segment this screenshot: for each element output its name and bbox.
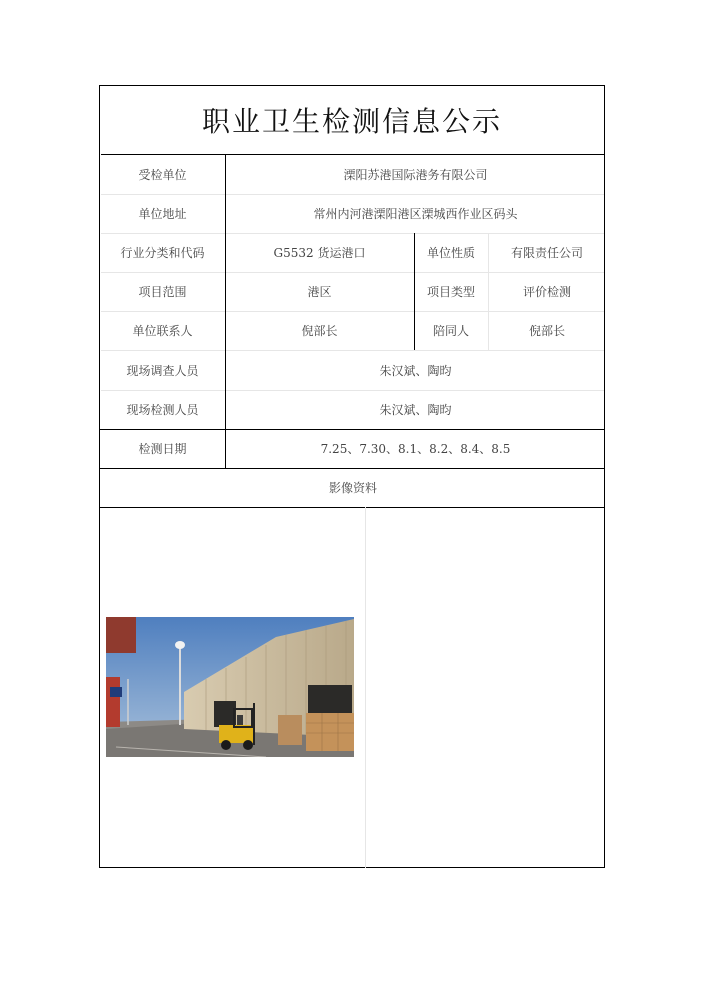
value-unit-nature: 有限责任公司	[510, 246, 583, 260]
site-photo	[106, 617, 354, 757]
value-test-dates: 7.25、7.30、8.1、8.2、8.4、8.5	[320, 442, 511, 456]
label-testing-staff: 现场检测人员	[126, 403, 199, 417]
label-project-scope: 项目范围	[138, 285, 187, 299]
value-survey-staff: 朱汉斌、陶昀	[379, 363, 452, 378]
value-industry-code: G5532 货运港口	[273, 246, 366, 260]
value-inspected-unit: 溧阳苏港国际港务有限公司	[343, 167, 488, 182]
label-unit-nature: 单位性质	[426, 246, 475, 260]
warehouse-forklift-image	[106, 617, 354, 757]
label-inspected-unit: 受检单位	[138, 167, 187, 182]
value-unit-address: 常州内河港溧阳港区溧城西作业区码头	[313, 207, 518, 221]
images-section	[100, 507, 604, 868]
label-contact: 单位联系人	[132, 324, 193, 338]
label-industry-code: 行业分类和代码	[120, 246, 205, 260]
value-escort: 倪部长	[528, 324, 565, 338]
value-testing-staff: 朱汉斌、陶昀	[379, 403, 452, 417]
page-title: 职业卫生检测信息公示	[201, 105, 502, 138]
value-project-scope: 港区	[307, 285, 332, 299]
label-survey-staff: 现场调查人员	[126, 363, 199, 378]
value-project-type: 评价检测	[522, 285, 571, 299]
value-contact: 倪部长	[301, 324, 338, 338]
label-project-type: 项目类型	[426, 285, 475, 299]
label-test-dates: 检测日期	[138, 442, 187, 456]
disclosure-form	[99, 85, 605, 868]
label-escort: 陪同人	[432, 324, 469, 338]
images-header: 影像资料	[328, 481, 377, 495]
label-unit-address: 单位地址	[138, 207, 187, 221]
